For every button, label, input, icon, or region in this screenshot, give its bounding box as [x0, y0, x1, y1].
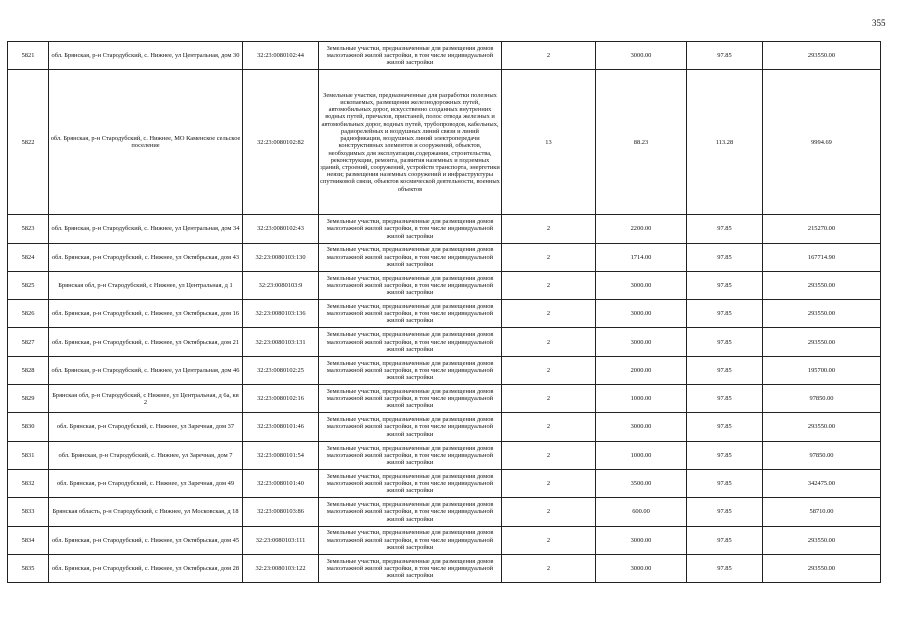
land-use-cell: Земельные участки, предназначенные для размещения домов малоэтажной жилой застройки, в том числе индивидуальной жилой застройки — [319, 328, 502, 356]
table-row — [8, 413, 881, 441]
address-cell: обл. Брянская, р-н Стародубский, с. Нижнее, ул Центральная, дом 30 — [49, 42, 243, 70]
address-cell: обл. Брянская, р-н Стародубский, с. Нижнее, ул Заречная, дом 37 — [49, 413, 243, 441]
group-code-cell: 2 — [502, 328, 596, 356]
address-cell: Брянская область, р-н Стародубский, с Нижнее, ул Московская, д 18 — [49, 498, 243, 526]
group-code-cell: 2 — [502, 243, 596, 271]
row-number-cell: 5825 — [8, 271, 49, 299]
table-body — [8, 42, 881, 583]
unit-value-cell: 97.85 — [687, 554, 763, 582]
area-cell: 2000.00 — [596, 356, 687, 384]
unit-value-cell: 97.85 — [687, 356, 763, 384]
row-number-cell: 5835 — [8, 554, 49, 582]
unit-value-cell: 97.85 — [687, 441, 763, 469]
cadastral-number-cell: 32:23:0080103:131 — [243, 328, 319, 356]
cadastral-number-cell: 32:23:0080103:136 — [243, 300, 319, 328]
row-number-cell: 5828 — [8, 356, 49, 384]
group-code-cell: 2 — [502, 441, 596, 469]
land-use-cell: Земельные участки, предназначенные для размещения домов малоэтажной жилой застройки, в том числе индивидуальной жилой застройки — [319, 385, 502, 413]
land-use-cell: Земельные участки, предназначенные для размещения домов малоэтажной жилой застройки, в том числе индивидуальной жилой застройки — [319, 356, 502, 384]
table-row — [8, 554, 881, 582]
area-cell: 3000.00 — [596, 271, 687, 299]
area-cell: 3500.00 — [596, 469, 687, 497]
row-number-cell: 5826 — [8, 300, 49, 328]
cadastral-value-cell: 293550.00 — [763, 413, 881, 441]
table-row — [8, 356, 881, 384]
cadastral-number-cell: 32:23:0080102:25 — [243, 356, 319, 384]
land-use-cell: Земельные участки, предназначенные для размещения домов малоэтажной жилой застройки, в том числе индивидуальной жилой застройки — [319, 243, 502, 271]
cadastral-value-cell: 58710.00 — [763, 498, 881, 526]
land-use-cell: Земельные участки, предназначенные для разработки полезных ископаемых, размещения железнодорожных путей, автомобильных дорог, искусственно созданных внутренних водных путей, причалов, пристаней, полос отвода железных и автомобильных дорог, водных путей, трубопроводов, кабельных, радиорелейных и воздушных линий связи и линий радиофикации, воздушных линий электропередачи конструктивных элементов и сооружений, объектов, необходимых для эксплуатации,содержания, строительства, реконструкции, ремонта, развития наземных и подземных зданий, строений, сооружений, устройств транспорта, энергетики неязи; размещения наземных сооружений и инфраструктуры спутниковой связи, объектов космической деятельности, военных объектов — [319, 70, 502, 215]
table-row — [8, 300, 881, 328]
cadastral-number-cell: 32:23:0080101:46 — [243, 413, 319, 441]
unit-value-cell: 97.85 — [687, 243, 763, 271]
cadastral-value-cell: 293550.00 — [763, 300, 881, 328]
area-cell: 88.23 — [596, 70, 687, 215]
group-code-cell: 2 — [502, 526, 596, 554]
group-code-cell: 2 — [502, 271, 596, 299]
group-code-cell: 2 — [502, 498, 596, 526]
cadastral-value-cell: 167714.90 — [763, 243, 881, 271]
cadastral-number-cell: 32:23:0080103:9 — [243, 271, 319, 299]
table-row — [8, 42, 881, 70]
cadastral-number-cell: 32:23:0080103:122 — [243, 554, 319, 582]
address-cell: обл. Брянская, р-н Стародубский, с. Нижнее, ул Центральная, дом 46 — [49, 356, 243, 384]
table-row — [8, 243, 881, 271]
group-code-cell: 13 — [502, 70, 596, 215]
cadastral-number-cell: 32:23:0080103:130 — [243, 243, 319, 271]
cadastral-number-cell: 32:23:0080103:86 — [243, 498, 319, 526]
cadastral-number-cell: 32:23:0080101:54 — [243, 441, 319, 469]
land-registry-table — [7, 41, 881, 583]
row-number-cell: 5824 — [8, 243, 49, 271]
unit-value-cell: 97.85 — [687, 526, 763, 554]
address-cell: Брянская обл, р-н Стародубский, с Нижнее, ул Центральная, д 1 — [49, 271, 243, 299]
unit-value-cell: 97.85 — [687, 42, 763, 70]
group-code-cell: 2 — [502, 469, 596, 497]
area-cell: 600.00 — [596, 498, 687, 526]
table-row — [8, 271, 881, 299]
cadastral-value-cell: 97850.00 — [763, 441, 881, 469]
address-cell: обл. Брянская, р-н Стародубский, с. Нижнее, ул Октябрьская, дом 43 — [49, 243, 243, 271]
address-cell: Брянская обл, р-н Стародубский, с Нижнее, ул Центральная, д 6а, кв 2 — [49, 385, 243, 413]
unit-value-cell: 97.85 — [687, 469, 763, 497]
group-code-cell: 2 — [502, 215, 596, 243]
unit-value-cell: 113.28 — [687, 70, 763, 215]
address-cell: обл. Брянская, р-н Стародубский, с. Нижнее, ул Октябрьская, дом 16 — [49, 300, 243, 328]
land-use-cell: Земельные участки, предназначенные для размещения домов малоэтажной жилой застройки, в том числе индивидуальной жилой застройки — [319, 300, 502, 328]
area-cell: 3000.00 — [596, 413, 687, 441]
area-cell: 3000.00 — [596, 328, 687, 356]
cadastral-value-cell: 97850.00 — [763, 385, 881, 413]
unit-value-cell: 97.85 — [687, 498, 763, 526]
cadastral-value-cell: 9994.69 — [763, 70, 881, 215]
land-use-cell: Земельные участки, предназначенные для размещения домов малоэтажной жилой застройки, в том числе индивидуальной жилой застройки — [319, 498, 502, 526]
table-row — [8, 328, 881, 356]
cadastral-value-cell: 293550.00 — [763, 526, 881, 554]
area-cell: 1000.00 — [596, 385, 687, 413]
area-cell: 1714.00 — [596, 243, 687, 271]
land-use-cell: Земельные участки, предназначенные для размещения домов малоэтажной жилой застройки, в том числе индивидуальной жилой застройки — [319, 469, 502, 497]
land-use-cell: Земельные участки, предназначенные для размещения домов малоэтажной жилой застройки, в том числе индивидуальной жилой застройки — [319, 215, 502, 243]
address-cell: обл. Брянская, р-н Стародубский, с. Нижнее, ул Центральная, дом 34 — [49, 215, 243, 243]
cadastral-value-cell: 215270.00 — [763, 215, 881, 243]
row-number-cell: 5831 — [8, 441, 49, 469]
cadastral-number-cell: 32:23:0080102:16 — [243, 385, 319, 413]
land-use-cell: Земельные участки, предназначенные для размещения домов малоэтажной жилой застройки, в том числе индивидуальной жилой застройки — [319, 554, 502, 582]
unit-value-cell: 97.85 — [687, 271, 763, 299]
cadastral-number-cell: 32:23:0080102:44 — [243, 42, 319, 70]
cadastral-number-cell: 32:23:0080102:82 — [243, 70, 319, 215]
row-number-cell: 5834 — [8, 526, 49, 554]
table-row — [8, 469, 881, 497]
cadastral-value-cell: 293550.00 — [763, 554, 881, 582]
unit-value-cell: 97.85 — [687, 215, 763, 243]
row-number-cell: 5833 — [8, 498, 49, 526]
address-cell: обл. Брянская, р-н Стародубский, с. Нижнее, ул Заречная, дом 49 — [49, 469, 243, 497]
page-number: 355 — [872, 18, 886, 28]
area-cell: 3000.00 — [596, 526, 687, 554]
row-number-cell: 5830 — [8, 413, 49, 441]
row-number-cell: 5829 — [8, 385, 49, 413]
table-row — [8, 70, 881, 215]
cadastral-number-cell: 32:23:0080102:43 — [243, 215, 319, 243]
group-code-cell: 2 — [502, 300, 596, 328]
unit-value-cell: 97.85 — [687, 413, 763, 441]
group-code-cell: 2 — [502, 554, 596, 582]
address-cell: обл. Брянская, р-н Стародубский, с. Нижнее, ул Заречная, дом 7 — [49, 441, 243, 469]
address-cell: обл. Брянская, р-н Стародубский, с. Нижнее, МО Каменское сельское поселение — [49, 70, 243, 215]
group-code-cell: 2 — [502, 42, 596, 70]
address-cell: обл. Брянская, р-н Стародубский, с. Нижнее, ул Октябрьская, дом 21 — [49, 328, 243, 356]
land-use-cell: Земельные участки, предназначенные для размещения домов малоэтажной жилой застройки, в том числе индивидуальной жилой застройки — [319, 42, 502, 70]
table-row — [8, 385, 881, 413]
unit-value-cell: 97.85 — [687, 328, 763, 356]
area-cell: 2200.00 — [596, 215, 687, 243]
area-cell: 3000.00 — [596, 42, 687, 70]
cadastral-number-cell: 32:23:0080101:40 — [243, 469, 319, 497]
table-row — [8, 215, 881, 243]
unit-value-cell: 97.85 — [687, 385, 763, 413]
row-number-cell: 5832 — [8, 469, 49, 497]
row-number-cell: 5821 — [8, 42, 49, 70]
table-row — [8, 526, 881, 554]
cadastral-value-cell: 195700.00 — [763, 356, 881, 384]
land-use-cell: Земельные участки, предназначенные для размещения домов малоэтажной жилой застройки, в том числе индивидуальной жилой застройки — [319, 413, 502, 441]
area-cell: 1000.00 — [596, 441, 687, 469]
unit-value-cell: 97.85 — [687, 300, 763, 328]
land-use-cell: Земельные участки, предназначенные для размещения домов малоэтажной жилой застройки, в том числе индивидуальной жилой застройки — [319, 441, 502, 469]
row-number-cell: 5827 — [8, 328, 49, 356]
land-use-cell: Земельные участки, предназначенные для размещения домов малоэтажной жилой застройки, в том числе индивидуальной жилой застройки — [319, 526, 502, 554]
table-row — [8, 441, 881, 469]
address-cell: обл. Брянская, р-н Стародубский, с. Нижнее, ул Октябрьская, дом 45 — [49, 526, 243, 554]
row-number-cell: 5823 — [8, 215, 49, 243]
group-code-cell: 2 — [502, 413, 596, 441]
cadastral-value-cell: 293550.00 — [763, 271, 881, 299]
group-code-cell: 2 — [502, 385, 596, 413]
cadastral-number-cell: 32:23:0080103:111 — [243, 526, 319, 554]
group-code-cell: 2 — [502, 356, 596, 384]
cadastral-value-cell: 293550.00 — [763, 42, 881, 70]
address-cell: обл. Брянская, р-н Стародубский, с. Нижнее, ул Октябрьская, дом 28 — [49, 554, 243, 582]
area-cell: 3000.00 — [596, 554, 687, 582]
cadastral-value-cell: 342475.00 — [763, 469, 881, 497]
area-cell: 3000.00 — [596, 300, 687, 328]
row-number-cell: 5822 — [8, 70, 49, 215]
land-use-cell: Земельные участки, предназначенные для размещения домов малоэтажной жилой застройки, в том числе индивидуальной жилой застройки — [319, 271, 502, 299]
table-row — [8, 498, 881, 526]
cadastral-value-cell: 293550.00 — [763, 328, 881, 356]
